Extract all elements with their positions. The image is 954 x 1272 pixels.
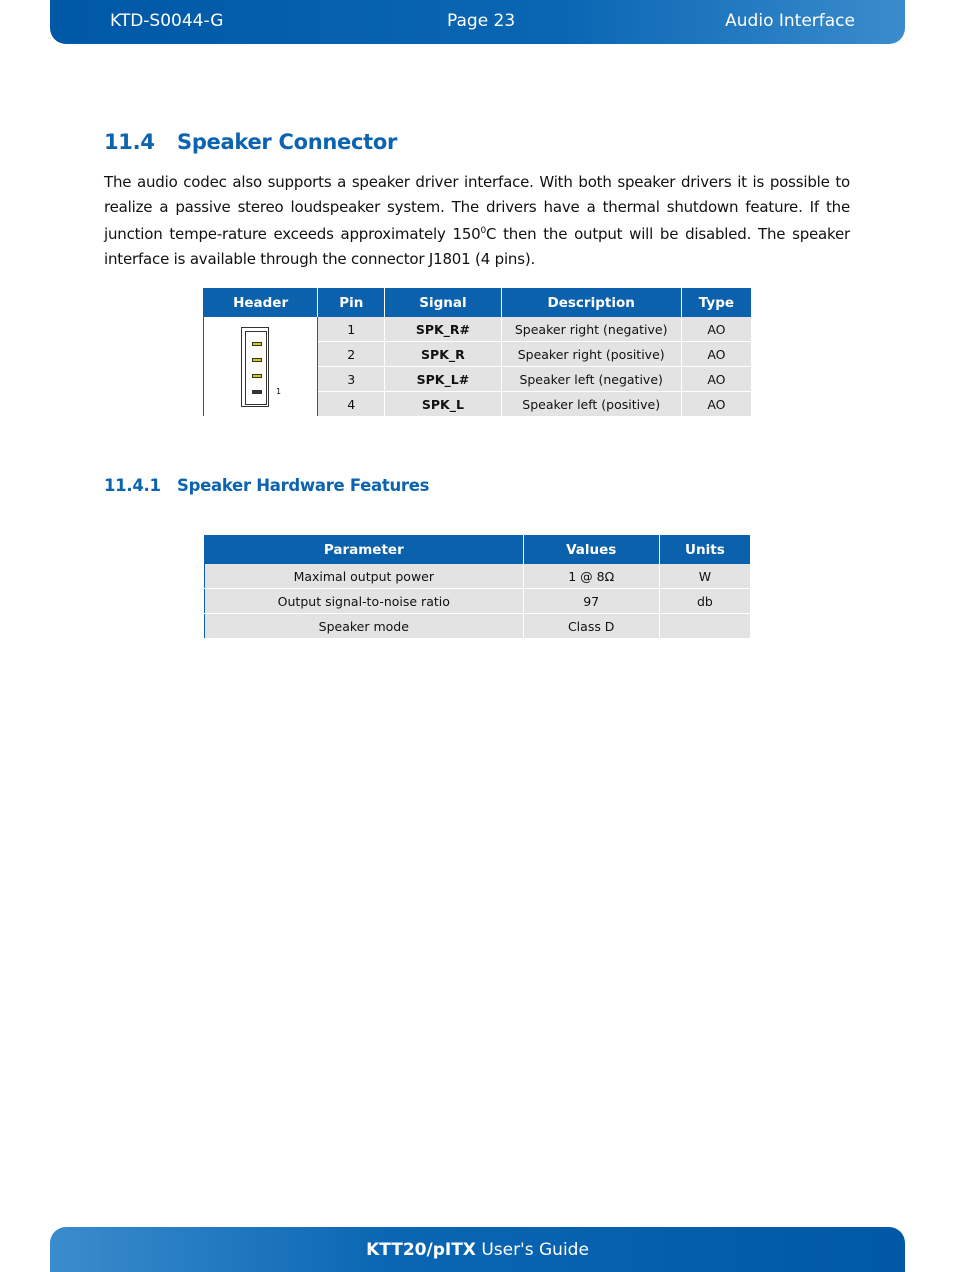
cell-unit: db — [659, 589, 750, 614]
col-header: Header — [204, 289, 318, 318]
cell-description: Speaker right (negative) — [501, 317, 681, 342]
paragraph-text-1: The audio codec also supports a speaker driver interface. With both speaker drivers it is possible to realize a passive stereo loudspeaker system. The drivers have a thermal shutdown feature. If the junction tempe-rature exceeds approximately 150 — [104, 173, 850, 243]
cell-parameter: Maximal output power — [205, 564, 524, 589]
cell-type: AO — [681, 342, 751, 367]
cell-parameter: Speaker mode — [205, 614, 524, 639]
section-title: Speaker Connector — [177, 130, 398, 154]
table-row — [205, 589, 751, 614]
section-heading — [104, 130, 397, 154]
section-name: Audio Interface — [725, 11, 855, 31]
col-signal: Signal — [385, 289, 501, 318]
hardware-features-table — [204, 535, 751, 639]
col-parameter: Parameter — [205, 536, 524, 565]
cell-signal: SPK_L# — [385, 367, 501, 392]
doc-id: KTD-S0044-G — [110, 11, 224, 31]
connector-diagram-cell — [204, 317, 318, 417]
page-number: Page 23 — [447, 11, 516, 31]
cell-type: AO — [681, 367, 751, 392]
pin-2-marker — [252, 374, 262, 378]
cell-pin: 3 — [318, 367, 385, 392]
subsection-number: 11.4.1 — [104, 476, 161, 495]
cell-parameter: Output signal-to-noise ratio — [205, 589, 524, 614]
cell-type: AO — [681, 317, 751, 342]
col-values: Values — [523, 536, 659, 565]
paragraph-text-2: C then the output will be disabled. The speaker interface is available through the connector J1801 (4 pins). — [104, 225, 850, 268]
cell-pin: 2 — [318, 342, 385, 367]
col-type: Type — [681, 289, 751, 318]
cell-description: Speaker right (positive) — [501, 342, 681, 367]
page-footer — [50, 1227, 905, 1272]
page-header — [50, 0, 905, 44]
cell-unit: W — [659, 564, 750, 589]
cell-pin: 1 — [318, 317, 385, 342]
hw-table-header-row — [205, 536, 751, 565]
cell-signal: SPK_R — [385, 342, 501, 367]
pin-1-marker — [252, 390, 262, 394]
col-pin: Pin — [318, 289, 385, 318]
col-units: Units — [659, 536, 750, 565]
pin-4-marker — [252, 342, 262, 346]
cell-value: Class D — [523, 614, 659, 639]
pin-table — [203, 288, 752, 417]
cell-description: Speaker left (negative) — [501, 367, 681, 392]
subsection-heading — [104, 476, 429, 495]
cell-type: AO — [681, 392, 751, 417]
product-name: KTT20/pITX — [366, 1240, 476, 1260]
pin-3-marker — [252, 358, 262, 362]
subsection-title: Speaker Hardware Features — [177, 476, 430, 495]
cell-signal: SPK_R# — [385, 317, 501, 342]
cell-pin: 4 — [318, 392, 385, 417]
connector-icon — [241, 327, 269, 407]
pin-1-label: 1 — [276, 387, 282, 396]
paragraph-superscript: 0 — [480, 226, 487, 236]
col-description: Description — [501, 289, 681, 318]
guide-label: User's Guide — [481, 1240, 589, 1260]
section-number: 11.4 — [104, 130, 155, 154]
cell-description: Speaker left (positive) — [501, 392, 681, 417]
cell-value: 97 — [523, 589, 659, 614]
pin-table-header-row — [204, 289, 752, 318]
cell-value: 1 @ 8Ω — [523, 564, 659, 589]
table-row — [204, 317, 752, 342]
cell-signal: SPK_L — [385, 392, 501, 417]
table-row — [205, 564, 751, 589]
section-paragraph — [104, 170, 850, 271]
table-row — [205, 614, 751, 639]
cell-unit — [659, 614, 750, 639]
